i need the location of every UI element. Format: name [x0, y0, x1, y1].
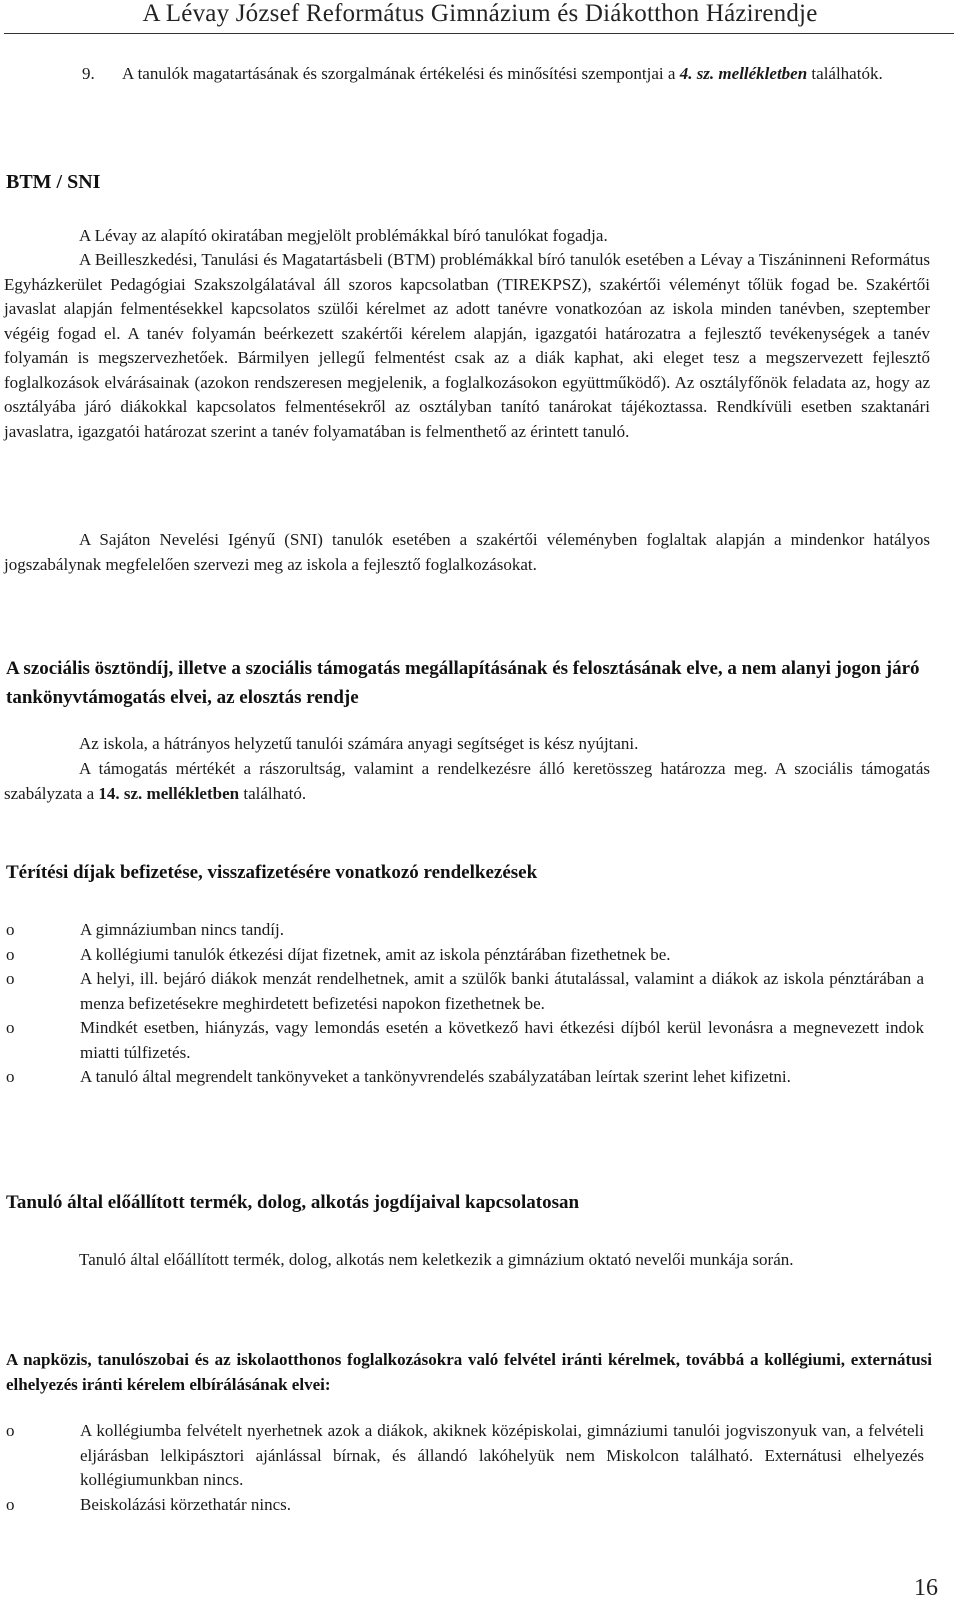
products-heading: Tanuló által előállított termék, dolog, alkotás jogdíjaival kapcsolatosan: [6, 1192, 580, 1213]
list-item-text: A tanuló által megrendelt tankönyveket a tankönyvrendelés szabályzatában leírtak szerint lehet kifizetni.: [80, 1067, 791, 1086]
item-9-text-b: találhatók.: [807, 64, 883, 83]
dorm-list: [4, 1419, 924, 1517]
bullet-icon: o: [6, 1421, 15, 1440]
list-item: [4, 1493, 924, 1518]
list-item-text: A kollégiumi tanulók étkezési díjat fizetnek, amit az iskola pénztárában fizethetnek be.: [80, 944, 671, 964]
social-paragraph-2-a: A támogatás mértékét a rászorultság, valamint a rendelkezésre álló keretösszeg határozza meg. A szociális támogatás szabályzata a: [4, 759, 930, 803]
bullet-icon: o: [6, 944, 15, 964]
bullet-icon: o: [6, 1067, 15, 1086]
list-item: [4, 918, 924, 943]
item-9-text-a: A tanulók magatartásának és szorgalmának értékelési és minősítési szempontjai a: [122, 64, 680, 83]
bullet-icon: o: [6, 1018, 15, 1037]
item-9-ref: 4. sz. mellékletben: [679, 64, 808, 83]
fees-heading: Térítési díjak befizetése, visszafizetésére vonatkozó rendelkezések: [6, 862, 538, 883]
list-item-text: Mindkét esetben, hiányzás, vagy lemondás esetén a következő havi étkezési díjból kerül levonásra a megnevezett indok miatti túlfizetés.: [80, 1018, 924, 1062]
header-rule: [4, 33, 954, 34]
btm-paragraph-3: A Sajáton Nevelési Igényű (SNI) tanulók esetében a szakértői véleményben foglaltak alapján a mindenkor hatályos jogszabálynak megfelelően szervezi meg az iskola a fejlesztő foglalkozásokat.: [4, 530, 930, 574]
list-item: [4, 1419, 924, 1493]
item-9: [84, 62, 950, 87]
social-paragraph-2-ref: 14. sz. mellékletben: [98, 783, 240, 803]
social-heading: A szociális ösztöndíj, illetve a szociális támogatás megállapításának és felosztásának elve, a nem alanyi jogon járó tankönyvtámogatás elvei, az elosztás rendje: [6, 658, 920, 708]
social-paragraph-2-b: található.: [239, 783, 307, 803]
bullet-icon: o: [6, 969, 15, 988]
fees-list: [4, 918, 924, 1090]
list-item: [4, 1065, 924, 1090]
page-number: 16: [914, 1575, 938, 1601]
list-item: [4, 967, 924, 1016]
list-item-text: A helyi, ill. bejáró diákok menzát rendelhetnek, amit a szülők banki átutalással, valamint a diákok az iskola pénztárában a menza befizetésekre meghirdetett befizetési napokon fizethetnek be.: [80, 969, 924, 1013]
list-item-text: Beiskolázási körzethatár nincs.: [80, 1494, 292, 1514]
list-item: [4, 943, 924, 968]
btm-heading: BTM / SNI: [6, 171, 101, 193]
running-header: A Lévay József Református Gimnázium és Diákotthon Házirendje: [142, 0, 818, 27]
btm-paragraph-1: A Lévay az alapító okiratában megjelölt problémákkal bíró tanulókat fogadja.: [79, 226, 608, 245]
products-paragraph: Tanuló által előállított termék, dolog, alkotás nem keletkezik a gimnázium oktató nevelői munkája során.: [79, 1250, 794, 1269]
bullet-icon: o: [6, 920, 15, 939]
list-item: [4, 1016, 924, 1065]
social-paragraph-2: [4, 757, 930, 806]
list-item-text: A gimnáziumban nincs tandíj.: [80, 920, 284, 939]
item-9-number: 9.: [82, 64, 95, 83]
bullet-icon: o: [6, 1494, 15, 1514]
btm-paragraph-2: A Beilleszkedési, Tanulási és Magatartásbeli (BTM) problémákkal bíró tanulók esetében a Lévay a Tiszáninneni Református Egyházkerület Pedagógiai Szakszolgálatával áll szoros kapcsolatban (TIREKPSZ), szakértői véleményt tőlük fogad be. Szakértői javaslat alapján felmentésekkel kapcsolatos szülői kérelmet az adott tanévre vonatkozóan az iskola minden tanévben, szeptember végéig fogad el. A tanév folyamán beérkezett szakértői kérelem alapján, igazgatói határozatra a fejlesztő tevékenységek a tanév folyamán is megszervezhetőek. Bármilyen jellegű felmentést csak az a diák kaphat, aki eleget tesz a megszervezett fejlesztő foglalkozások elvárásainak (azokon rendszeresen megjelenik, a foglalkozásokon együttműködő). Az osztályfőnök feladata az, hogy az osztályába járó diákokkal kapcsolatos felmentésekről az osztályban tanító tanárokat tájékoztassa. Rendkívüli esetben szaktanári javaslatra, igazgatói határozat szerint a tanév folyamatában is felmenthető az érintett tanuló.: [4, 250, 930, 441]
social-paragraph-1: Az iskola, a hátrányos helyzetű tanulói számára anyagi segítséget is kész nyújtani.: [79, 734, 639, 753]
list-item-text: A kollégiumba felvételt nyerhetnek azok a diákok, akiknek középiskolai, gimnáziumi tanulói jogviszonyuk van, a felvételi eljárásban lelkipásztori ajánlással bírnak, és állandó lakóhelyük nem Miskolcon található. Externátusi elhelyezés kollégiumunkban nincs.: [80, 1421, 924, 1489]
dorm-heading: A napközis, tanulószobai és az iskolaotthonos foglalkozásokra való felvétel iránti kérelmek, továbbá a kollégiumi, externátusi elhelyezés iránti kérelem elbírálásának elvei:: [6, 1350, 932, 1394]
